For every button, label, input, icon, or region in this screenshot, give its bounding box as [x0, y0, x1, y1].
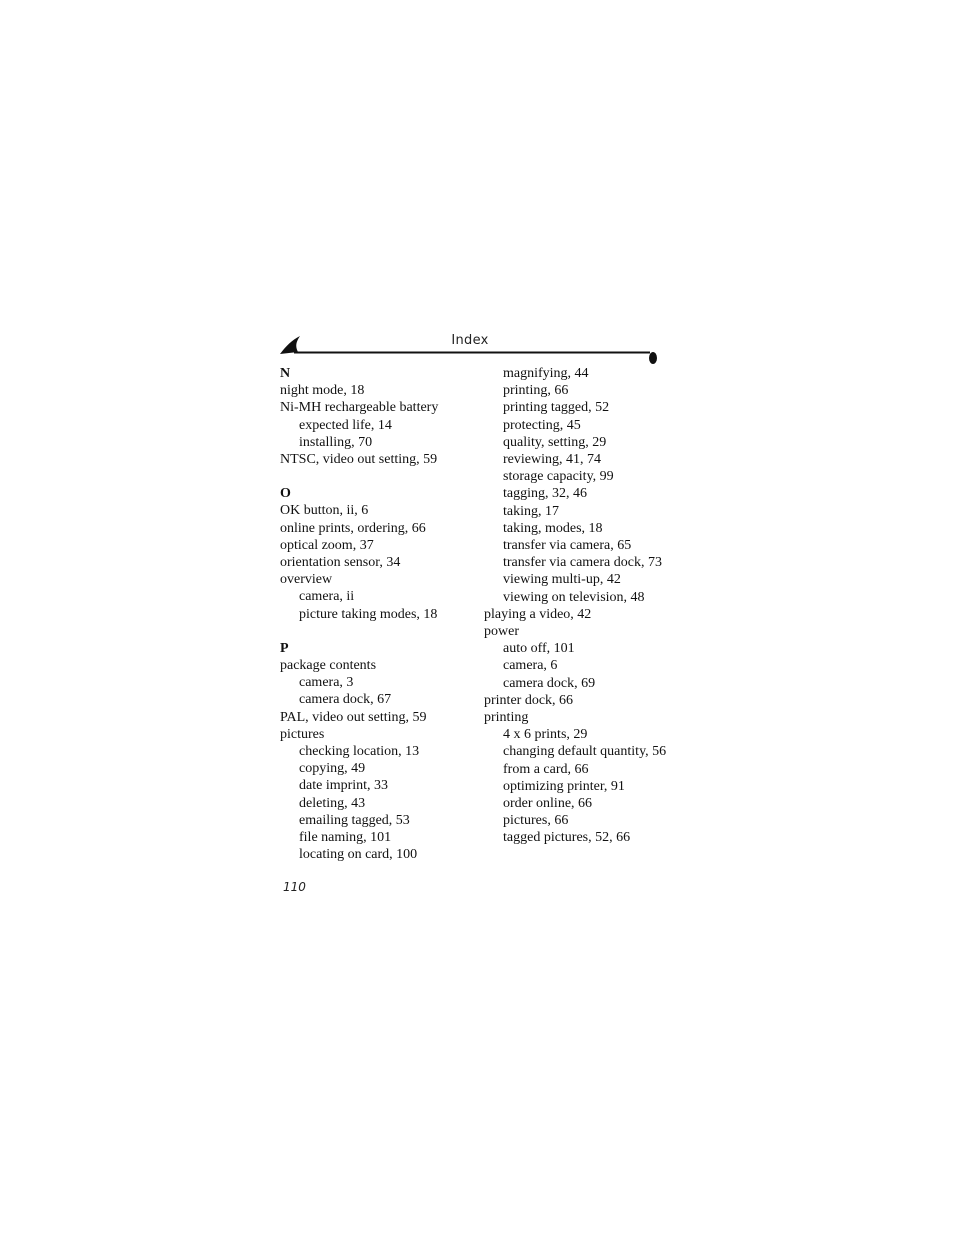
- header-title: Index: [451, 333, 489, 348]
- index-subentry: deleting, 43: [299, 795, 366, 811]
- index-entry: orientation sensor, 34: [280, 555, 401, 571]
- index-subentry: emailing tagged, 53: [299, 812, 410, 828]
- index-subentry: printing tagged, 52: [503, 400, 610, 416]
- index-subentry: transfer via camera dock, 73: [503, 555, 662, 571]
- index-entry: printing: [484, 710, 529, 726]
- section-gap: [280, 623, 480, 640]
- index-subentry: installing, 70: [299, 434, 373, 450]
- index-entry: online prints, ordering, 66: [280, 520, 426, 536]
- index-section-letter: P: [280, 640, 289, 656]
- index-entry: optical zoom, 37: [280, 537, 374, 553]
- index-subentry: protecting, 45: [503, 417, 581, 433]
- index-subentry: taking, 17: [503, 503, 559, 519]
- index-subentry: transfer via camera, 65: [503, 538, 632, 554]
- index-column-right: [484, 365, 684, 847]
- index-entry: PAL, video out setting, 59: [280, 709, 427, 725]
- index-entry: printer dock, 66: [484, 692, 574, 708]
- index-subentry: order online, 66: [503, 796, 593, 812]
- index-subentry: expected life, 14: [299, 417, 392, 433]
- index-subentry: magnifying, 44: [503, 366, 589, 381]
- index-subentry: viewing on television, 48: [503, 589, 645, 605]
- page-number: 110: [283, 880, 306, 894]
- index-subentry: reviewing, 41, 74: [503, 452, 601, 468]
- index-section-letter: N: [280, 366, 291, 381]
- index-subentry: from a card, 66: [503, 761, 589, 777]
- index-subentry: picture taking modes, 18: [299, 606, 438, 622]
- index-subentry: auto off, 101: [503, 641, 575, 657]
- index-subentry: locating on card, 100: [299, 847, 418, 863]
- section-gap: [280, 468, 480, 485]
- index-entry: package contents: [280, 658, 377, 674]
- index-subentry: camera, ii: [299, 589, 355, 605]
- index-column-left: [280, 365, 480, 863]
- index-subentry: tagging, 32, 46: [503, 486, 587, 502]
- index-subentry: 4 x 6 prints, 29: [503, 727, 588, 743]
- index-subentry: camera dock, 69: [503, 675, 596, 691]
- index-entry: Ni-MH rechargeable battery: [280, 400, 439, 416]
- index-subentry: quality, setting, 29: [503, 434, 607, 450]
- index-entry: playing a video, 42: [484, 606, 592, 622]
- index-subentry: printing, 66: [503, 383, 569, 399]
- index-entry: OK button, ii, 6: [280, 503, 369, 519]
- index-subentry: storage capacity, 99: [503, 469, 614, 485]
- index-subentry: optimizing printer, 91: [503, 778, 625, 794]
- index-entry: overview: [280, 572, 333, 588]
- index-subentry: copying, 49: [299, 761, 366, 777]
- index-subentry: file naming, 101: [299, 830, 392, 846]
- index-subentry: camera dock, 67: [299, 692, 392, 708]
- index-entry: NTSC, video out setting, 59: [280, 452, 438, 468]
- index-subentry: camera, 3: [299, 675, 354, 691]
- index-subentry: taking, modes, 18: [503, 520, 603, 536]
- index-entry: pictures: [280, 726, 325, 742]
- index-subentry: changing default quantity, 56: [503, 744, 667, 760]
- index-subentry: camera, 6: [503, 658, 558, 674]
- index-subentry: date imprint, 33: [299, 778, 389, 794]
- index-entry: power: [484, 624, 519, 640]
- index-subentry: pictures, 66: [503, 813, 569, 829]
- index-section-letter: O: [280, 486, 291, 502]
- index-subentry: tagged pictures, 52, 66: [503, 830, 631, 846]
- index-subentry: viewing multi-up, 42: [503, 572, 621, 588]
- index-subentry: checking location, 13: [299, 744, 420, 760]
- index-entry: night mode, 18: [280, 383, 365, 399]
